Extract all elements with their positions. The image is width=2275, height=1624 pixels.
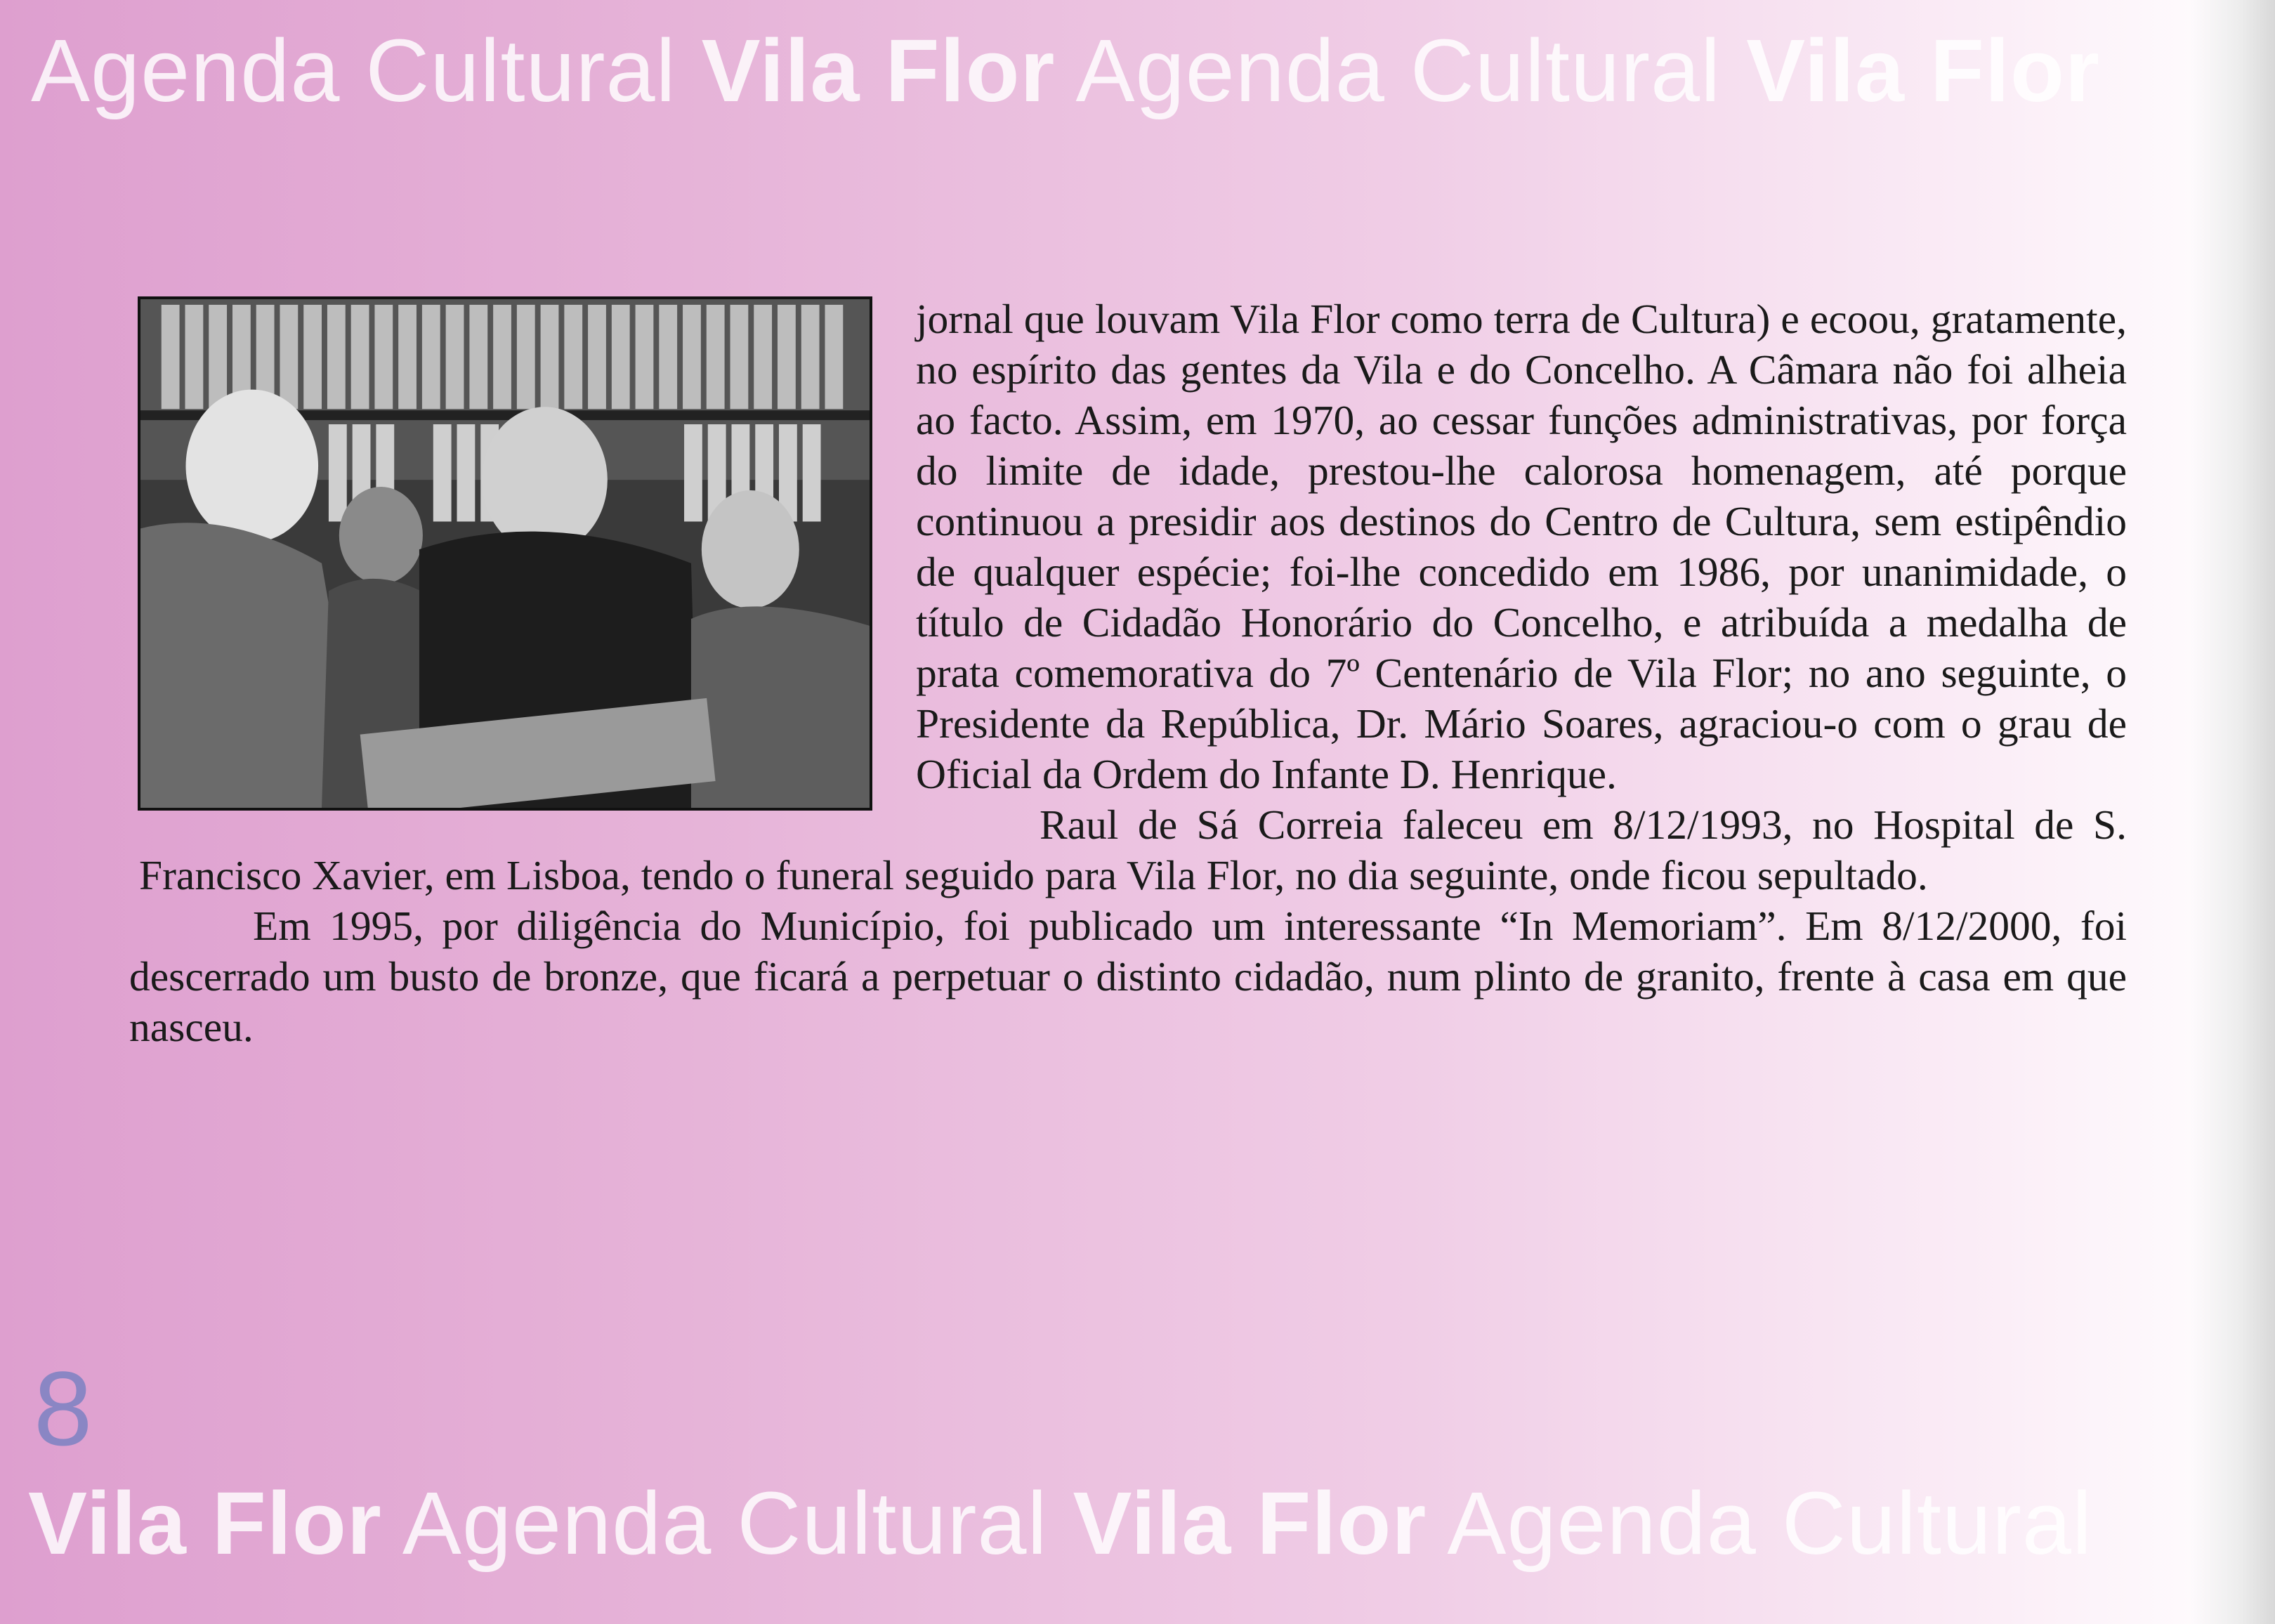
footer-banner-segment: Agenda Cultural: [1427, 1474, 2092, 1573]
page-edge-shadow: [2191, 0, 2275, 1624]
page-number: 8: [34, 1349, 93, 1467]
archive-photograph: [138, 296, 872, 811]
footer-banner-segment: Agenda Cultural: [381, 1474, 1073, 1573]
footer-banner: [28, 1474, 2092, 1573]
article-paragraph-3: Em 1995, por diligência do Município, foi publicado um interessante “In Memoriam”. Em 8/12/2000, foi descerrado um busto de bronze, que ficará a perpetuar o distinto cidadão, num plinto de granito, frente à casa em que nasceu.: [129, 903, 2127, 1050]
article-body: [129, 294, 2127, 1052]
article-paragraph-1-text: jornal que louvam Vila Flor como terra de Cultura) e ecoou, gratamente, no espírito das gentes da Vila e do Concelho. A Câmara não foi alheia ao facto. Assim, em 1970, ao cessar funções administrativas, por força do limite de idade, prestou-lhe calorosa homenagem, até porque continuou a presidir aos destinos do Centro de Cultura, sem estipêndio de qualquer espécie; foi-lhe concedido em 1986, por unanimidade, o título de Cidadão Honorário do Concelho, e atribuída a medalha de prata comemorativa do 7º Centenário de Vila Flor; no ano seguinte, o Presidente da República, Dr. Mário Soares, agraciou-o com o grau de Oficial da Ordem do Infante D. Henrique.: [916, 296, 2127, 797]
article-paragraph-1: [139, 294, 2127, 799]
header-banner-segment: Agenda Cultural: [31, 21, 702, 120]
footer-banner-segment-bold: Vila Flor: [1073, 1474, 1427, 1573]
header-banner: [31, 21, 2100, 120]
article-paragraph-2: Raul de Sá Correia faleceu em 8/12/1993, no Hospital de S. Francisco Xavier, em Lisboa, tendo o funeral seguido para Vila Flor, no dia seguinte, onde ficou sepultado.: [139, 801, 2127, 898]
photo-illustration: [140, 299, 870, 808]
footer-banner-segment-bold: Vila Flor: [28, 1474, 382, 1573]
header-banner-segment-bold: Vila Flor: [701, 21, 1056, 120]
header-banner-segment-bold: Vila Flor: [1746, 21, 2100, 120]
header-banner-segment: Agenda Cultural: [1055, 21, 1747, 120]
